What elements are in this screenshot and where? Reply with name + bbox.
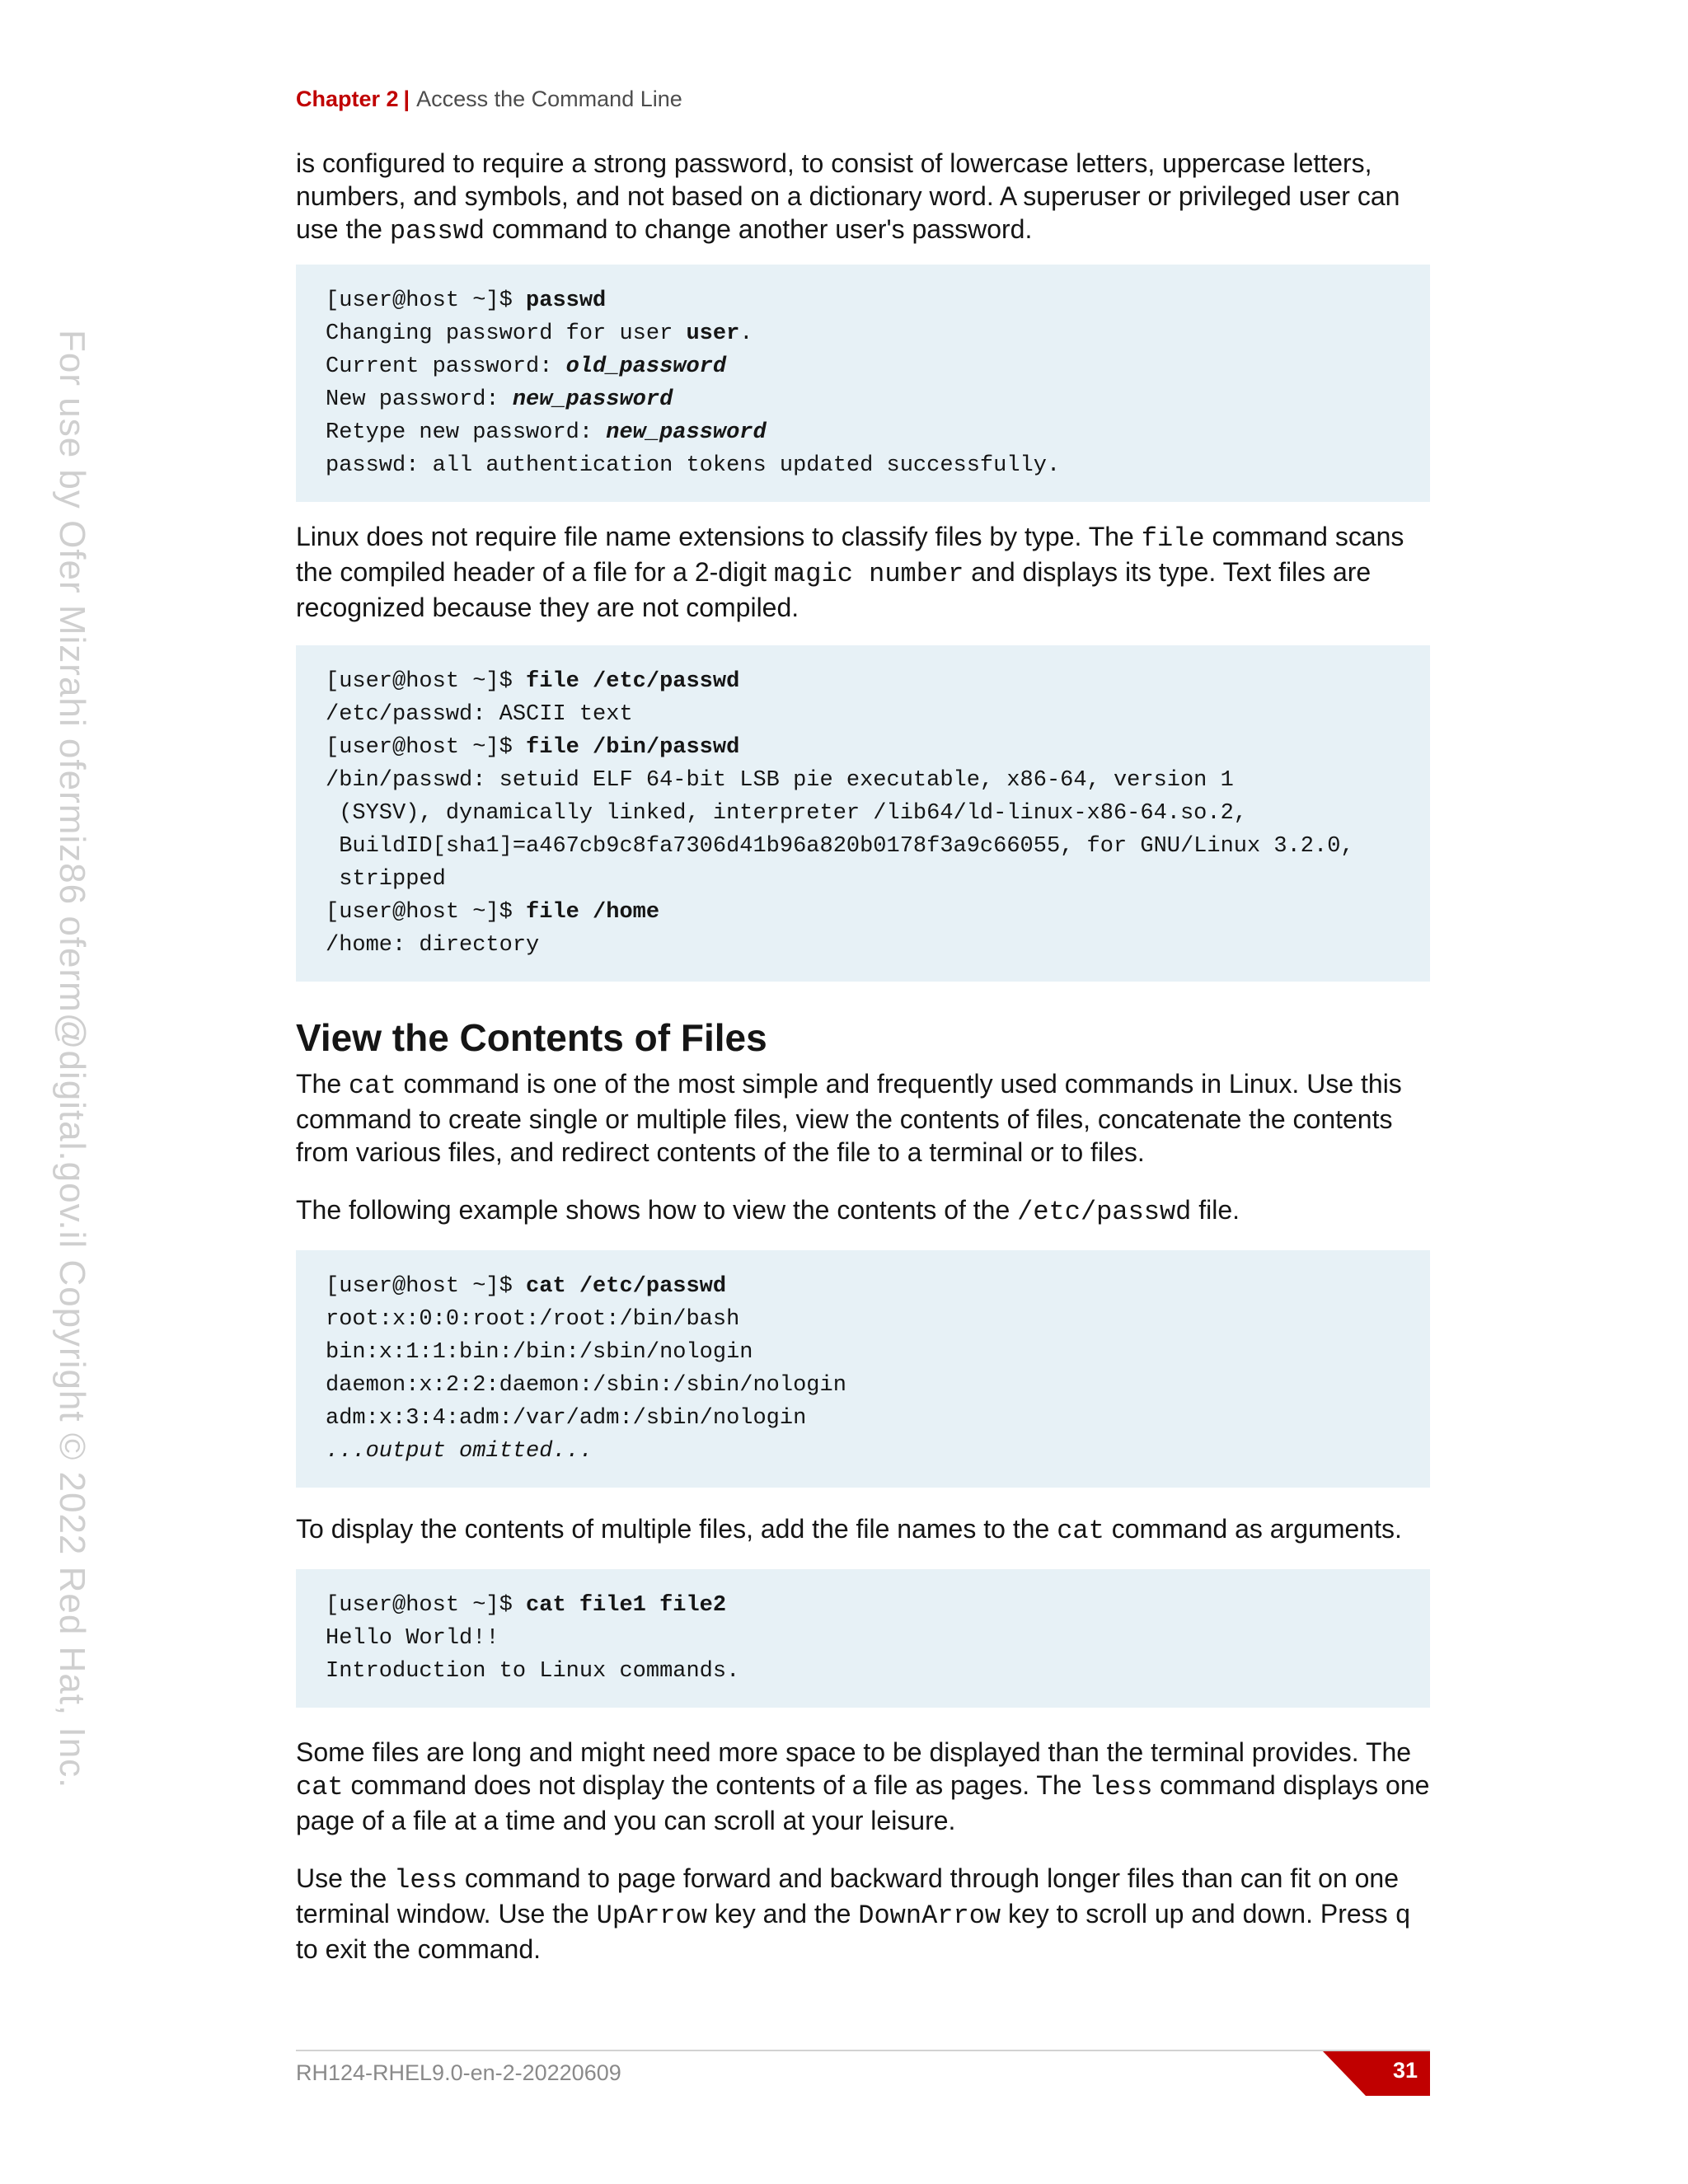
code-line (326, 929, 1400, 962)
code-text: cat /etc/passwd (526, 1274, 727, 1299)
code-text: [user@host ~]$ (326, 288, 527, 313)
code-line (326, 1589, 1400, 1622)
code-text: old_password (565, 354, 727, 379)
section-title: View the Contents of Files (296, 1016, 767, 1059)
code-line (326, 1402, 1400, 1435)
copyright-watermark: For use by Ofer Mizrahi ofermiz86 oferm@digital.gov.il Copyright © 2022 Red Hat, Inc. (52, 330, 92, 1789)
code-block-passwd (296, 265, 1430, 502)
code-text: BuildID[sha1]=a467cb9c8fa7306d41b96a820b0178f3a9c66055, for GNU/Linux 3.2.0, (326, 834, 1354, 859)
inline-code: q (1395, 1900, 1411, 1931)
code-text: Retype new password: (326, 420, 607, 445)
code-text: /etc/passwd: ASCII text (326, 702, 633, 727)
chapter-title: Access the Command Line (416, 87, 682, 111)
code-line (326, 1336, 1400, 1369)
code-text: Current password: (326, 354, 566, 379)
code-line (326, 284, 1400, 317)
code-line (326, 863, 1400, 896)
code-text: cat file1 file2 (526, 1593, 727, 1618)
code-line (326, 896, 1400, 929)
code-line (326, 797, 1400, 830)
code-line (326, 1435, 1400, 1468)
paragraph-password-policy: is configured to require a strong password, to consist of lowercase letters, uppercase letters, numbers, and symbols, and not based on a dictionary word. A superuser or privileged user can use the passwd command to change another user's password. (296, 148, 1400, 246)
page-number: 31 (1392, 2058, 1418, 2083)
code-text: ...output omitted... (326, 1439, 593, 1464)
paragraph-file-command: Linux does not require file name extensions to classify files by type. The file command scans the compiled header of a file for a 2-digit magic number and displays its type. Text files are recognized because they are not compiled. (296, 522, 1404, 622)
code-line (326, 698, 1400, 731)
code-text: bin:x:1:1:bin:/bin:/sbin/nologin (326, 1340, 753, 1365)
code-text: passwd (526, 288, 607, 313)
code-line (326, 764, 1400, 797)
code-text: new_password (606, 420, 767, 445)
page-content (296, 147, 1430, 1966)
inline-code: cat (1057, 1516, 1104, 1546)
code-text: daemon:x:2:2:daemon:/sbin:/sbin/nologin (326, 1373, 846, 1398)
inline-code: /etc/passwd (1017, 1197, 1192, 1227)
code-line (326, 731, 1400, 764)
code-text: root:x:0:0:root:/root:/bin/bash (326, 1307, 740, 1332)
code-line (326, 350, 1400, 383)
paragraph-less-usage: Use the less command to page forward and backward through longer files than can fit on one terminal window. Use the UpArrow key and the DownArrow key to scroll up and down. Press q to exit the command. (296, 1863, 1411, 1964)
code-text: [user@host ~]$ (326, 1593, 527, 1618)
code-text: file /bin/passwd (526, 735, 740, 760)
code-text: new_password (512, 387, 673, 412)
inline-code: less (1089, 1772, 1153, 1802)
code-text: stripped (326, 867, 446, 892)
inline-code: cat (296, 1772, 344, 1802)
inline-code: DownArrow (858, 1900, 1001, 1931)
code-line (326, 1622, 1400, 1655)
code-text: [user@host ~]$ (326, 669, 527, 694)
page-header (296, 84, 682, 114)
paragraph-multiple-files: To display the contents of multiple files, add the file names to the cat command as arguments. (296, 1514, 1402, 1546)
code-line (326, 1369, 1400, 1402)
inline-code: UpArrow (596, 1900, 708, 1931)
code-line (326, 449, 1400, 482)
code-text: /bin/passwd: setuid ELF 64-bit LSB pie executable, x86-64, version 1 (326, 768, 1234, 793)
code-text: New password: (326, 387, 513, 412)
code-text: (SYSV), dynamically linked, interpreter /lib64/ld-linux-x86-64.so.2, (326, 801, 1247, 826)
code-line (326, 383, 1400, 416)
code-line (326, 317, 1400, 350)
code-text: Introduction to Linux commands. (326, 1659, 740, 1684)
code-text: [user@host ~]$ (326, 735, 527, 760)
chapter-label: Chapter 2 (296, 87, 399, 111)
code-line (326, 830, 1400, 863)
code-text: /home: directory (326, 933, 540, 958)
code-text: file /home (526, 900, 660, 925)
code-text: passwd: all authentication tokens updated successfully. (326, 453, 1061, 478)
code-line (326, 1303, 1400, 1336)
code-line (326, 665, 1400, 698)
code-text: adm:x:3:4:adm:/var/adm:/sbin/nologin (326, 1406, 807, 1431)
footer-divider (296, 2050, 1430, 2051)
inline-code: passwd (389, 216, 485, 246)
inline-code: less (394, 1865, 457, 1896)
header-separator: | (403, 87, 410, 111)
paragraph-cat-example: The following example shows how to view the contents of the /etc/passwd file. (296, 1195, 1240, 1227)
footer-doc-id: RH124-RHEL9.0-en-2-20220609 (296, 2060, 621, 2085)
code-text: file /etc/passwd (526, 669, 740, 694)
code-text: [user@host ~]$ (326, 900, 527, 925)
code-line (326, 1270, 1400, 1303)
code-text: Hello World!! (326, 1626, 499, 1651)
code-block-cat-files (296, 1569, 1430, 1708)
inline-code: magic number (773, 559, 964, 589)
code-text: user (686, 321, 740, 346)
paragraph-less-intro: Some files are long and might need more space to be displayed than the terminal provides. The cat command does not display the contents of a file as pages. The less command displays one page of a file at a time and you can scroll at your leisure. (296, 1737, 1430, 1835)
code-text: . (739, 321, 753, 346)
paragraph-cat-command: The cat command is one of the most simple and frequently used commands in Linux. Use this command to create single or multiple files, view the contents of files, concatenate the contents from various files, and redirect contents of the file to a terminal or to files. (296, 1069, 1402, 1167)
code-line (326, 416, 1400, 449)
code-block-file (296, 645, 1430, 982)
code-line (326, 1655, 1400, 1688)
inline-code: file (1141, 523, 1205, 554)
code-text: Changing password for user (326, 321, 687, 346)
code-text: [user@host ~]$ (326, 1274, 527, 1299)
inline-code: cat (349, 1071, 396, 1101)
code-block-cat-passwd (296, 1250, 1430, 1488)
